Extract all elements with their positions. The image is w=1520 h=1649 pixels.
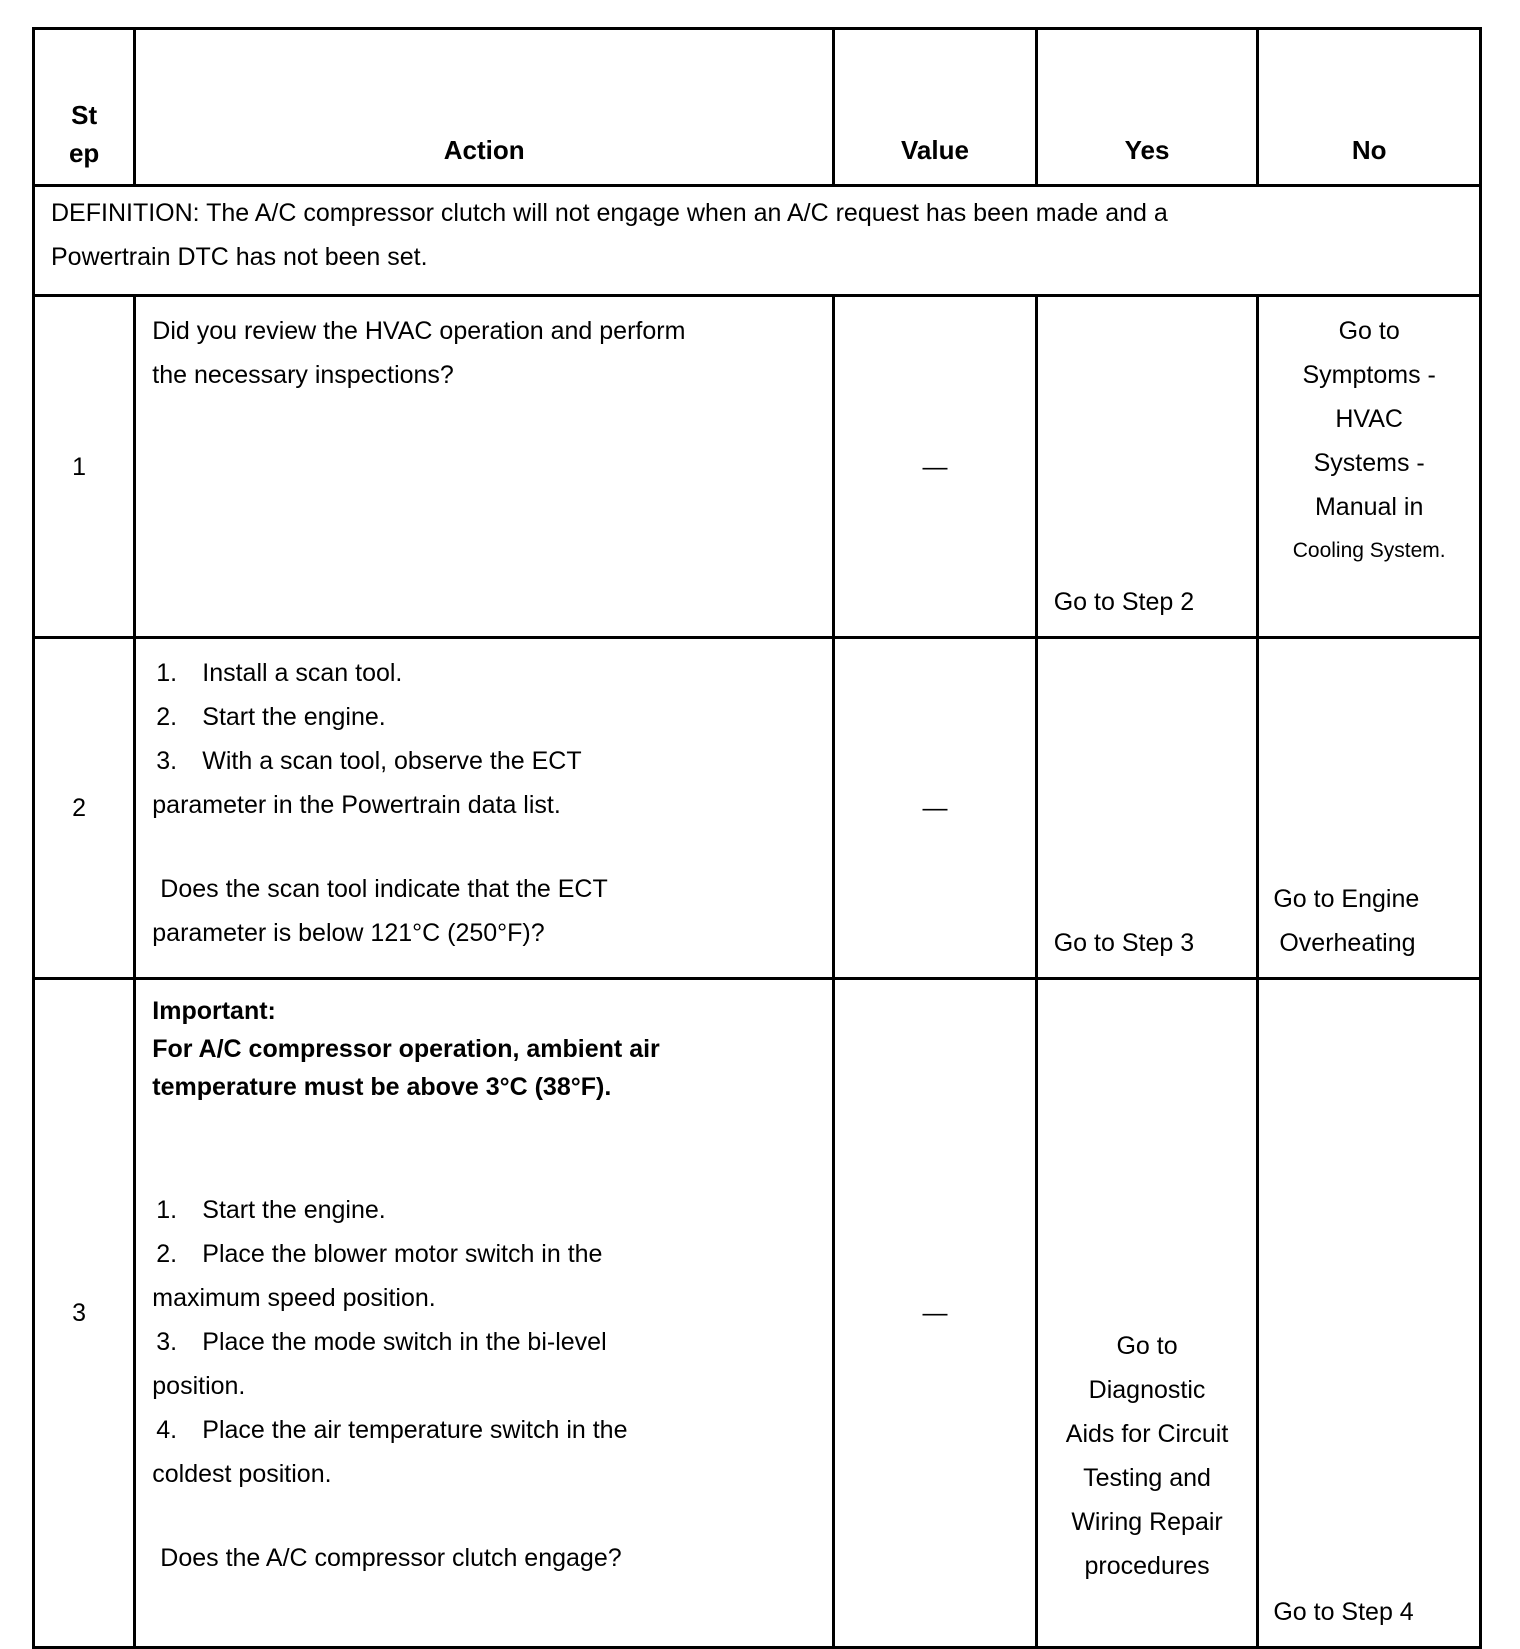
step-number: 2 (34, 638, 135, 979)
header-action: Action (135, 29, 834, 186)
definition-line-1: DEFINITION: The A/C compressor clutch will not engage when an A/C request has been made and a (51, 199, 1168, 227)
table-row (34, 296, 1481, 638)
definition-row (34, 186, 1481, 296)
list-item: 3. With a scan tool, observe the ECT (156, 747, 582, 775)
list-item: 2. Place the blower motor switch in the (156, 1240, 603, 1268)
list-item: 2. Start the engine. (156, 703, 386, 731)
list-item: 3. Place the mode switch in the bi-level (156, 1328, 607, 1356)
header-step: St ep (34, 29, 135, 186)
no-link[interactable]: Go to Engine Overheating (1258, 638, 1481, 979)
header-value: Value (834, 29, 1037, 186)
table-row (34, 638, 1481, 979)
step-number: 1 (34, 296, 135, 638)
diagnostic-table (32, 27, 1482, 1649)
question: Does the scan tool indicate that the ECT (160, 875, 608, 903)
definition-cell (34, 186, 1481, 296)
list-item: 1. Start the engine. (156, 1196, 386, 1224)
no-link[interactable]: Go to Step 4 (1258, 979, 1481, 1648)
list-item: 4. Place the air temperature switch in the (156, 1416, 628, 1444)
definition-line-2: Powertrain DTC has not been set. (51, 243, 428, 271)
table-row (34, 979, 1481, 1648)
question: Does the A/C compressor clutch engage? (160, 1544, 622, 1572)
step-number: 3 (34, 979, 135, 1648)
header-yes: Yes (1036, 29, 1258, 186)
value-cell: — (834, 979, 1037, 1648)
yes-link[interactable]: Go to Step 2 (1036, 296, 1258, 638)
action-cell: Did you review the HVAC operation and perform the necessary inspections? (135, 296, 834, 638)
list-item: 1. Install a scan tool. (156, 659, 403, 687)
yes-link[interactable]: Go to Diagnostic Aids for Circuit Testing and Wiring Repair procedures (1036, 979, 1258, 1648)
action-cell: Important: For A/C compressor operation, ambient air temperature must be above 3°C (38°F). 1. Start the engine. 2. Place the blower motor switch in the maximum speed position. 3. Place the mode switch in the bi-level position. 4. Place the air temperature switch in the coldest position. Does the A/C compressor clutch engage? (135, 979, 834, 1648)
yes-link[interactable]: Go to Step 3 (1036, 638, 1258, 979)
value-cell: — (834, 296, 1037, 638)
action-cell: 1. Install a scan tool. 2. Start the engine. 3. With a scan tool, observe the ECT parameter in the Powertrain data list. Does the scan tool indicate that the ECT parameter is below 121°C (250°F)? (135, 638, 834, 979)
value-cell: — (834, 638, 1037, 979)
no-link[interactable]: Go to Symptoms - HVAC Systems - Manual in Cooling System. (1258, 296, 1481, 638)
header-no: No (1258, 29, 1481, 186)
important-label: Important: (152, 997, 276, 1025)
header-row (34, 29, 1481, 186)
